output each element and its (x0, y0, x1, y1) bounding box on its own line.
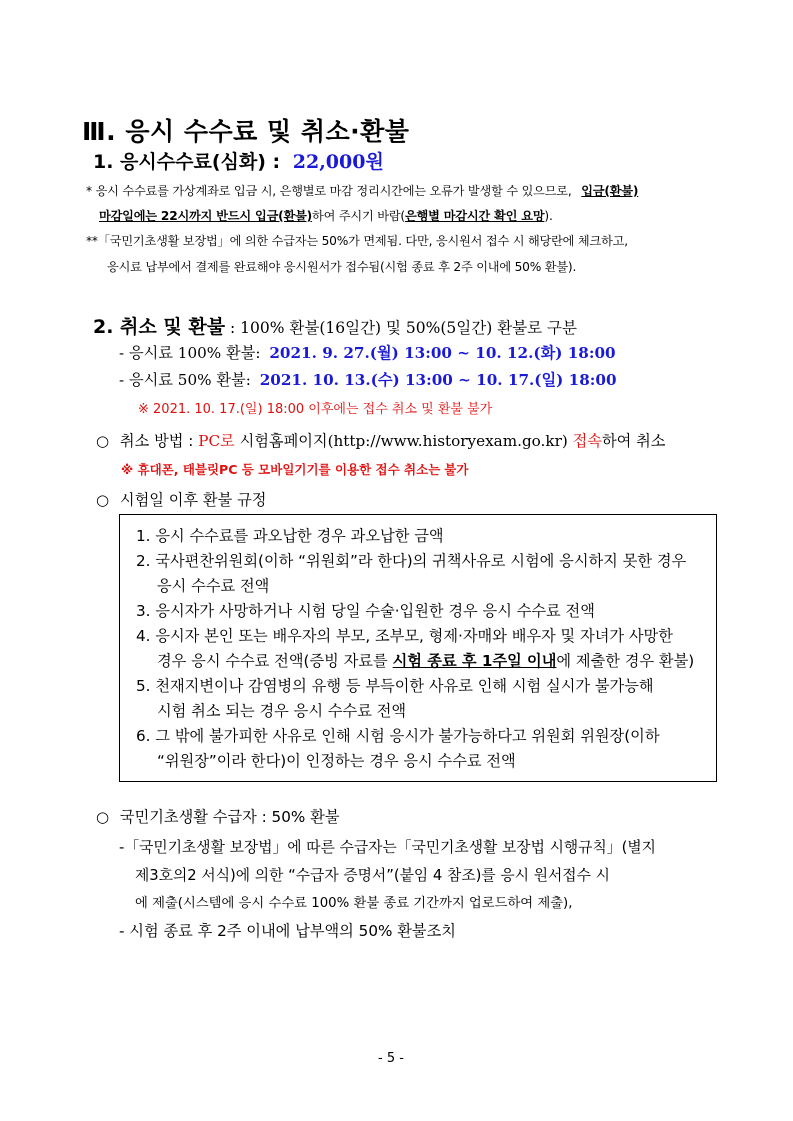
page-number: - 5 - (378, 1051, 404, 1066)
refund-100-label: - 응시료 100% 환불: (119, 344, 261, 362)
fee-amount: 22,000원 (292, 151, 384, 173)
rule-item: 5. 천재지변이나 감염병의 유행 등 부득이한 사유로 인해 시험 실시가 불가능해 (136, 677, 654, 695)
fee-note1-bank: 은행별 마감시간 확인 요망 (404, 209, 545, 223)
cancel-mobile-line (121, 460, 468, 478)
refund-50-label: - 응시료 50% 환불: (119, 371, 251, 389)
fee-note1-line1 (86, 182, 638, 199)
cancel-method-line (96, 430, 665, 451)
rule-item-text: 경우 응시 수수료 전액(증빙 자료를 (157, 652, 388, 670)
fee-note2-line2: 응시료 납부에서 결제를 완료해야 응시원서가 접수됨(시험 종료 후 2주 이내에 50% 환불). (107, 260, 577, 274)
cancel-method-end: 하여 취소 (601, 432, 666, 450)
refund-rules-box (119, 514, 717, 782)
basic-living-line4: - 시험 종료 후 2주 이내에 납부액의 50% 환불조치 (119, 922, 456, 940)
refund-heading-label: 2. 취소 및 환불 (93, 316, 226, 338)
cancel-method-label: 취소 방법 : (119, 432, 194, 450)
fee-note1-line2 (99, 207, 553, 224)
fee-note1-emphasis: 입금(환불) (581, 184, 639, 198)
cancel-method-pc: PC로 (198, 432, 235, 450)
refund-100-period: 2021. 9. 27.(월) 13:00 ~ 10. 12.(화) 18:00 (269, 344, 616, 362)
rule-item-cont: “위원장”이라 한다)이 인정하는 경우 응시 수수료 전액 (157, 752, 516, 770)
rule-item-cont (157, 650, 694, 671)
basic-living-line3: 에 제출(시스템에 응시 수수료 100% 환불 종료 기간까지 업로드하여 제출), (135, 896, 573, 911)
fee-heading-label: 1. 응시수수료(심화) : (93, 151, 281, 173)
fee-note2-line1: **「국민기초생활 보장법」에 의한 수급자는 50%가 면제됨. 다만, 응시원서 접수 시 해당란에 체크하고, (86, 234, 628, 248)
rule-item: 1. 응시 수수료를 과오납한 경우 과오납한 금액 (136, 527, 444, 545)
cancel-mobile-text: ※ 휴대폰, 태블릿PC 등 모바일기기를 이용한 접수 취소는 (121, 462, 441, 477)
refund-notice: ※ 2021. 10. 17.(일) 18:00 이후에는 접수 취소 및 환불 불가 (138, 402, 493, 417)
fee-note1-deadline: 마감일에는 22시까지 반드시 입금(환불) (99, 209, 313, 223)
rule-item: 2. 국사편찬위원회(이하 “위원회”라 한다)의 귀책사유로 시험에 응시하지 못한 경우 (136, 552, 687, 570)
refund-50-period: 2021. 10. 13.(수) 13:00 ~ 10. 17.(일) 18:00 (259, 371, 617, 389)
rule-item: 4. 응시자 본인 또는 배우자의 부모, 조부모, 형제·자매와 배우자 및 자녀가 사망한 (136, 627, 673, 645)
fee-note1-mid: 하여 주시기 바람( (312, 209, 405, 223)
basic-living-line1: -「국민기초생활 보장법」에 따른 수급자는「국민기초생활 보장법 시행규칙」(별지 (119, 839, 656, 856)
bullet-circle-icon: ○ (96, 491, 110, 509)
bullet-circle-icon: ○ (96, 808, 110, 826)
refund-heading (93, 312, 577, 339)
fee-note1-end: ). (544, 209, 553, 223)
rule-item-cont: 시험 취소 되는 경우 응시 수수료 전액 (157, 702, 407, 720)
refund-100-line (119, 342, 616, 363)
cancel-method-site: 시험홈페이지(http://www.historyexam.go.kr) (239, 432, 568, 450)
after-exam-heading (96, 489, 266, 510)
basic-living-label: 국민기초생활 수급자 : 50% 환불 (119, 808, 340, 826)
rule-item: 6. 그 밖에 불가피한 사유로 인해 시험 응시가 불가능하다고 위원회 위원장(이하 (136, 727, 660, 745)
refund-heading-rest: : 100% 환불(16일간) 및 50%(5일간) 환불로 구분 (225, 319, 577, 337)
rule-item-deadline: 시험 종료 후 1주일 이내 (392, 652, 557, 670)
cancel-mobile-forbidden: 불가 (444, 462, 469, 477)
rule-item: 3. 응시자가 사망하거나 시험 당일 수술·입원한 경우 응시 수수료 전액 (136, 602, 595, 620)
cancel-method-access: 접속 (572, 432, 602, 450)
refund-50-line (119, 369, 617, 390)
rule-item-cont: 응시 수수료 전액 (157, 577, 270, 595)
fee-heading (93, 147, 384, 174)
basic-living-heading (96, 806, 340, 827)
rule-item-text: 에 제출한 경우 환불) (556, 652, 695, 670)
bullet-circle-icon: ○ (96, 432, 110, 450)
basic-living-line2: 제3호의2 서식)에 의한 “수급자 증명서”(붙임 4 참조)를 응시 원서접수 시 (135, 867, 610, 884)
section-title: Ⅲ. 응시 수수료 및 취소·환불 (82, 117, 410, 146)
after-exam-label: 시험일 이후 환불 규정 (119, 491, 267, 509)
fee-note1-text: * 응시 수수료를 가상계좌로 입금 시, 은행별로 마감 정리시간에는 오류가 발생할 수 있으므로, (86, 184, 572, 198)
